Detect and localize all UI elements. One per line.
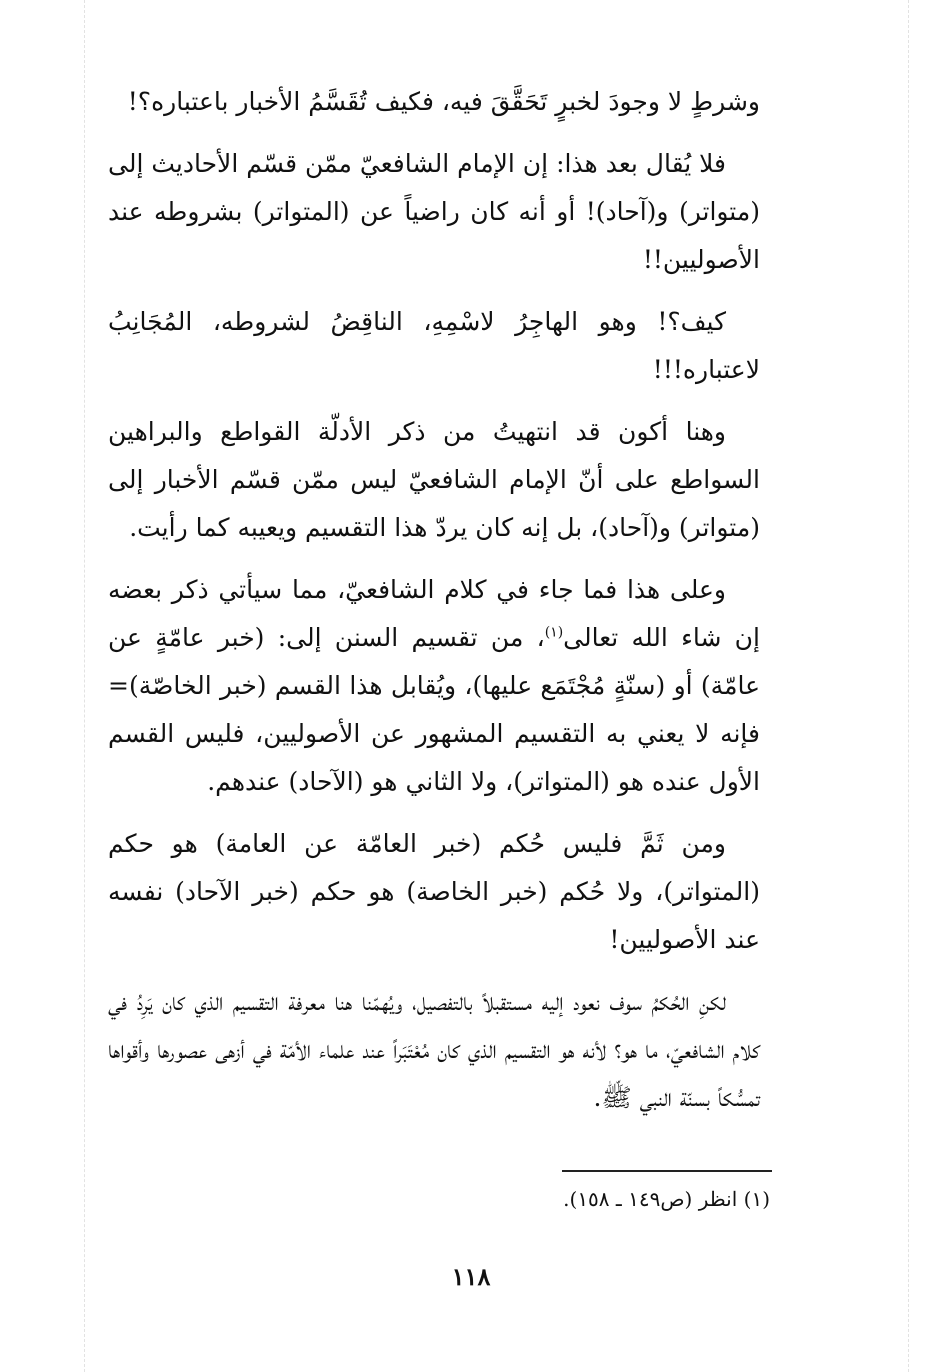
scan-guide-right bbox=[908, 0, 909, 1372]
paragraph-6: ومن ثَمَّ فليس حُكم (خبر العامّة عن العامة) هو حكم (المتواتر)، ولا حُكم (خبر الخاصة) هو حكم (خبر الآحاد) نفسه عند الأصوليين! bbox=[108, 829, 760, 954]
scan-guide-left bbox=[84, 0, 85, 1372]
footnote-reference[interactable]: (١) bbox=[544, 624, 564, 641]
paragraph-4: وهنا أكون قد انتهيتُ من ذكر الأدلّة القواطع والبراهين السواطع على أنّ الإمام الشافعيّ ليس ممّن قسّم الأخبار إلى (متواتر) و(آحاد)، بل إنه كان يردّ هذا التقسيم ويعيبه كما رأيت. bbox=[108, 417, 760, 542]
paragraph-3: كيف؟! وهو الهاجِرُ لاسْمِهِ، الناقِضُ لشروطه، المُجَانِبُ لاعتباره!!! bbox=[108, 307, 760, 384]
footnote bbox=[300, 1182, 770, 1216]
footnote-marker: (١) bbox=[743, 1187, 770, 1211]
footnote-text: انظر (ص١٤٩ ـ ١٥٨). bbox=[563, 1187, 738, 1211]
paragraph-7: لكنِ الحُكمُ سوف نعود إليه مستقبلاً بالتفصيل، ويُهمّنا هنا معرفة التقسيم الذي كان يَرِدُ في كلام الشافعيّ، ما هو؟ لأنه هو التقسيم الذي كان مُعْتَبَراً عند علماء الأمّة في أزهى عصورها وأقواها تمسُّكاً بسنّة النبي ﷺ. bbox=[108, 987, 760, 1112]
paragraph-5-part-1: وعلى هذا فما جاء في كلام الشافعيّ، مما سيأتي ذكر بعضه إن شاء الله تعالى bbox=[108, 575, 760, 652]
paragraph-5-part-2: ، من تقسيم السنن إلى: (خبر عامّةٍ عن عامّة) أو (سنّةٍ مُجْتَمَع عليها)، ويُقابل هذا القسم (خبر الخاصّة)= فإنه لا يعني به التقسيم المشهور عن الأصوليين، فليس القسم الأول عنده هو (المتواتر)، ولا الثاني هو (الآحاد) عندهم. bbox=[108, 623, 760, 796]
paragraph-1: وشرطٍ لا وجودَ لخبرٍ تَحَقَّقَ فيه، فكيف تُقَسَّمُ الأخبار باعتباره؟! bbox=[127, 87, 760, 116]
paragraph-2: فلا يُقال بعد هذا: إن الإمام الشافعيّ ممّن قسّم الأحاديث إلى (متواتر) و(آحاد)! أو أنه كان راضياً عن (المتواتر) بشروطه عند الأصوليين!! bbox=[108, 149, 760, 274]
paragraph-5 bbox=[108, 566, 760, 806]
page-body bbox=[108, 78, 760, 1136]
footnote-divider bbox=[562, 1170, 772, 1172]
page-number: ١١٨ bbox=[451, 1262, 491, 1291]
